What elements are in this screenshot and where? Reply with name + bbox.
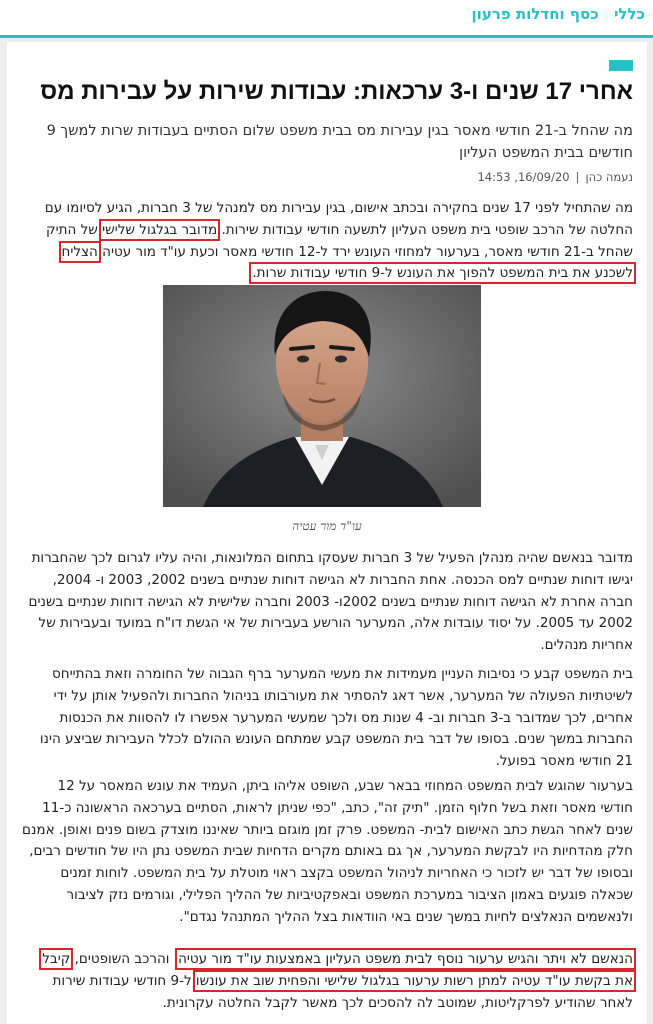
highlight-further-appeal: הנאשם לא ויתר והגיש ערעור נוסף לבית משפט העליון באמצעות עו"ד מור עטיה <box>178 951 633 967</box>
lawyer-portrait-photo <box>163 285 481 507</box>
intro-text-1: מה שהתחיל לפני 17 שנים בחקירה ובכתב אישום, בגין עבירות מס למנהל של 3 חברות, הגיע לסיומו עם החלטה של הרכב שופטי בית משפט העליון לתשעה חודשי עבודות שירות. <box>44 200 633 238</box>
body-paragraph-5 <box>21 949 633 1014</box>
section-accent-bar <box>609 60 633 71</box>
nav-item-general[interactable]: כללי <box>613 5 645 23</box>
portrait-illustration <box>163 285 481 507</box>
article-meta <box>477 170 633 184</box>
breadcrumb <box>462 5 645 23</box>
highlight-appeal-accepted: קיבל את בקשת עו"ד עטיה למתן רשות ערעור בגלגול שלישי והפחית שוב את עונשו <box>42 951 633 989</box>
article-subtitle: מה שהחל ב-21 חודשי מאסר בגין עבירות מס בבית משפט שלום הסתיים בעבודות שרות למשך 9 חודשים בבית המשפט העליון <box>46 123 633 161</box>
body-paragraph-2: מדובר בנאשם שהיה מנהלן הפעיל של 3 חברות שעסקו בתחום המלונאות, והיה עליו לגרום לכך שהחברות יגישו דוחות שנתיים למס הכנסה. אחת החברות לא הגישה דוחות שנתיים בשנים 2002, 2003 ו- 2004, חברה אחרת לא הגישה דוחות שנתיים בשנים 2002ו- 2003 וחברה שלישית לא הגישה דוחות שנתיים בשנים 2002 עד 2005. על יסוד עובדות אלה, המערער הורשע בעבירות של אי הגשת דו"ח במועד ובעבירות של אחריות מנהלים. <box>28 550 633 654</box>
para5-text-1: , והרכב השופטים, <box>70 951 179 967</box>
article-title: אחרי 17 שנים ו-3 ערכאות: עבודות שירות על עבירות מס <box>40 78 633 105</box>
meta-separator: | <box>575 170 580 184</box>
publish-datetime: 16/09/20, 14:53 <box>477 170 570 184</box>
intro-paragraph <box>21 198 633 285</box>
author-name[interactable]: נעמה כהן <box>585 170 633 184</box>
photo-caption: עו"ד מור עטיה <box>292 519 362 533</box>
highlight-third-round: מדובר בגלגול שלישי <box>102 221 218 238</box>
article-card <box>7 42 647 1024</box>
para5-text-2: ל-9 חודשי עבודות שירות לאחר שהודיע לפרקליטות, שמוטב לה להסכים לכך מאשר לקבל החלטה עקרונית. <box>52 972 633 1011</box>
body-paragraph-3: בית המשפט קבע כי נסיבות העניין מעמידות את מעשי המערער ברף הגבוה של החומרה וזאת בהתייחס לשיטתיות הפעולה של המערער, אשר דאג להסתיר את מעורבותו בניהול החברות ולהפעיל אותן על ידי אחרים, לכך שמדובר ב-3 חברות וב- 4 שנות מס ולכך שמעשי המערער אפשרו לו להסוות את הכנסות החברות במשך שנים. בסופו של דבר בית המשפט קבע שמתחם העונש ההולם לכלל העבירות שביצע הינו 21 חודשי מאסר בפועל. <box>39 666 633 770</box>
highlight-sentence-changed: הצליח לשכנע את בית המשפט להפוך את העונש ל-9 חודשי עבודות שרות. <box>61 243 633 282</box>
nav-item-money-insolvency[interactable]: כסף וחדלות פרעון <box>471 5 599 23</box>
body-paragraph-4: בערעור שהוגש לבית המשפט המחוזי בבאר שבע, השופט אליהו ביתן, העמיד את עונש המאסר על 12 חודשי מאסר וזאת בשל חלוף הזמן. "תיק זה", כתב, "כפי שניתן לראות, הסתיים בערכאה הראשונה כ-11 שנים לאחר הגשת כתב האישום לבית- המשפט. פרק זמן מוגזם ביותר שאיננו מוצדק בשום פנים ואופן. אמנם חלק מהדחיות היו לבקשת המערער, אך גם באותם מקרים הדחיות שבית המשפט נתן היו של חודשים רבים, ובסופו של דבר יש לזכור כי האחריות לניהול המשפט בקצב ראוי מוטלת על בית המשפט. לוחות זמנים שכאלה פוגעים באמון הציבור במערכת המשפט ובאפקטיביות של ההליך הפלילי, וגורמים נזק לציבור ולנאשמים הנאלצים לחיות במשך שנים באי הוודאות בצל ההליך המתנהל נגדם". <box>22 778 633 925</box>
top-navigation-bar <box>0 0 653 38</box>
intro-text-2: של התיק שהחל ב-21 חודשי מאסר, בערעור למחוזי העונש ירד ל-12 חודשי מאסר וכעת עו"ד מור עטיה <box>46 221 633 260</box>
